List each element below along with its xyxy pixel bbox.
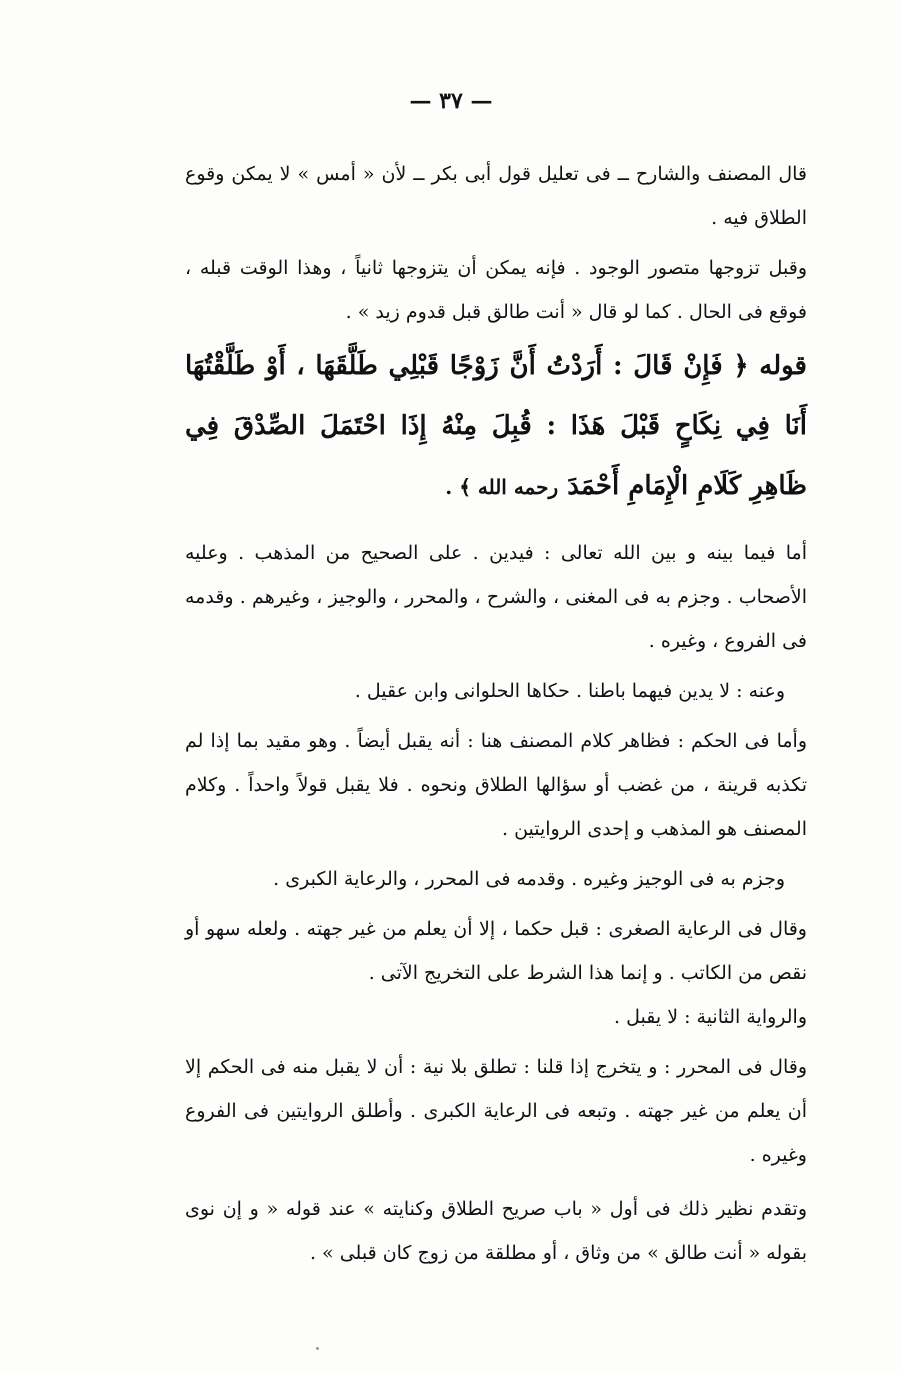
quote-lead: قوله ﴿ [733, 351, 807, 381]
paragraph-muharrar: وقال فى المحرر : و يتخرج إذا قلنا : تطلق بلا نية : أن لا يقبل منه فى الحكم إلا أن يعلم من غير جهته . وتبعه فى الرعاية الكبرى . وأطلق الروايتين فى الفروع وغيره . [185, 1056, 807, 1166]
paragraph-cross-reference: وتقدم نظير ذلك فى أول « باب صريح الطلاق وكنايته » عند قوله « و إن نوى بقوله « أنت طالق » من وثاق ، أو مطلقة من زوج كان قبلى » . [185, 1198, 807, 1264]
paragraph-cause-of-ruling: قال المصنف والشارح ــ فى تعليل قول أبى بكر ــ لأن « أمس » لا يمكن وقوع الطلاق فيه . [185, 163, 807, 229]
paragraph-riaya-sughra: وقال فى الرعاية الصغرى : قبل حكما ، إلا أن يعلم من غير جهته . ولعله سهو أو نقص من الكاتب . و إنما هذا الشرط على التخريج الآتى . [185, 918, 807, 984]
paragraph-judicial-ruling: وأما فى الحكم : فظاهر كلام المصنف هنا : أنه يقبل أيضاً . وهو مقيد بما إذا لم تكذبه قرينة ، من غضب أو سؤالها الطلاق ونحوه . فلا يقبل قولاً واحداً . وكلام المصنف هو المذهب و إحدى الروايتين . [185, 730, 807, 840]
paragraph-remarriage: وقبل تزوجها متصور الوجود . فإنه يمكن أن يتزوجها ثانياً ، وهذا الوقت قبله ، فوقع فى الحال . كما لو قال « أنت طالق قبل قدوم زيد » . [185, 257, 807, 323]
quote-tail: رحمه الله ﴾ . [445, 475, 559, 499]
paragraph-second-riwaya: والرواية الثانية : لا يقبل . [614, 1006, 807, 1028]
page-number: — ٣٧ — [409, 88, 493, 114]
paragraph-religious-ruling: أما فيما بينه و بين الله تعالى : فيدين . على الصحيح من المذهب . وعليه الأصحاب . وجزم به فى المغنى ، والشرح ، والمحرر ، والوجيز ، وغيرهم . وقدمه فى الفروع ، وغيره . [185, 542, 807, 652]
body-text [185, 152, 807, 1275]
quote-text: فَإِنْ قَالَ : أَرَدْتُ أَنَّ زَوْجًا قَبْلِي طَلَّقَهَا ، أَوْ طَلَّقْتُهَا أَنَا فِي نِكَاحٍ قَبْلَ هَذَا : قُبِلَ مِنْهُ إِذَا احْتَمَلَ الصِّدْقَ فِي ظَاهِرِ كَلَامِ الْإِمَامِ أَحْمَدَ [185, 351, 807, 501]
paragraph-second-narration: وعنه : لا يدين فيهما باطنا . حكاها الحلوانى وابن عقيل . [354, 680, 785, 702]
matn-quote [185, 336, 807, 517]
scan-speck [316, 1347, 319, 1350]
paragraph-wajiz: وجزم به فى الوجيز وغيره . وقدمه فى المحرر ، والرعاية الكبرى . [273, 868, 785, 890]
